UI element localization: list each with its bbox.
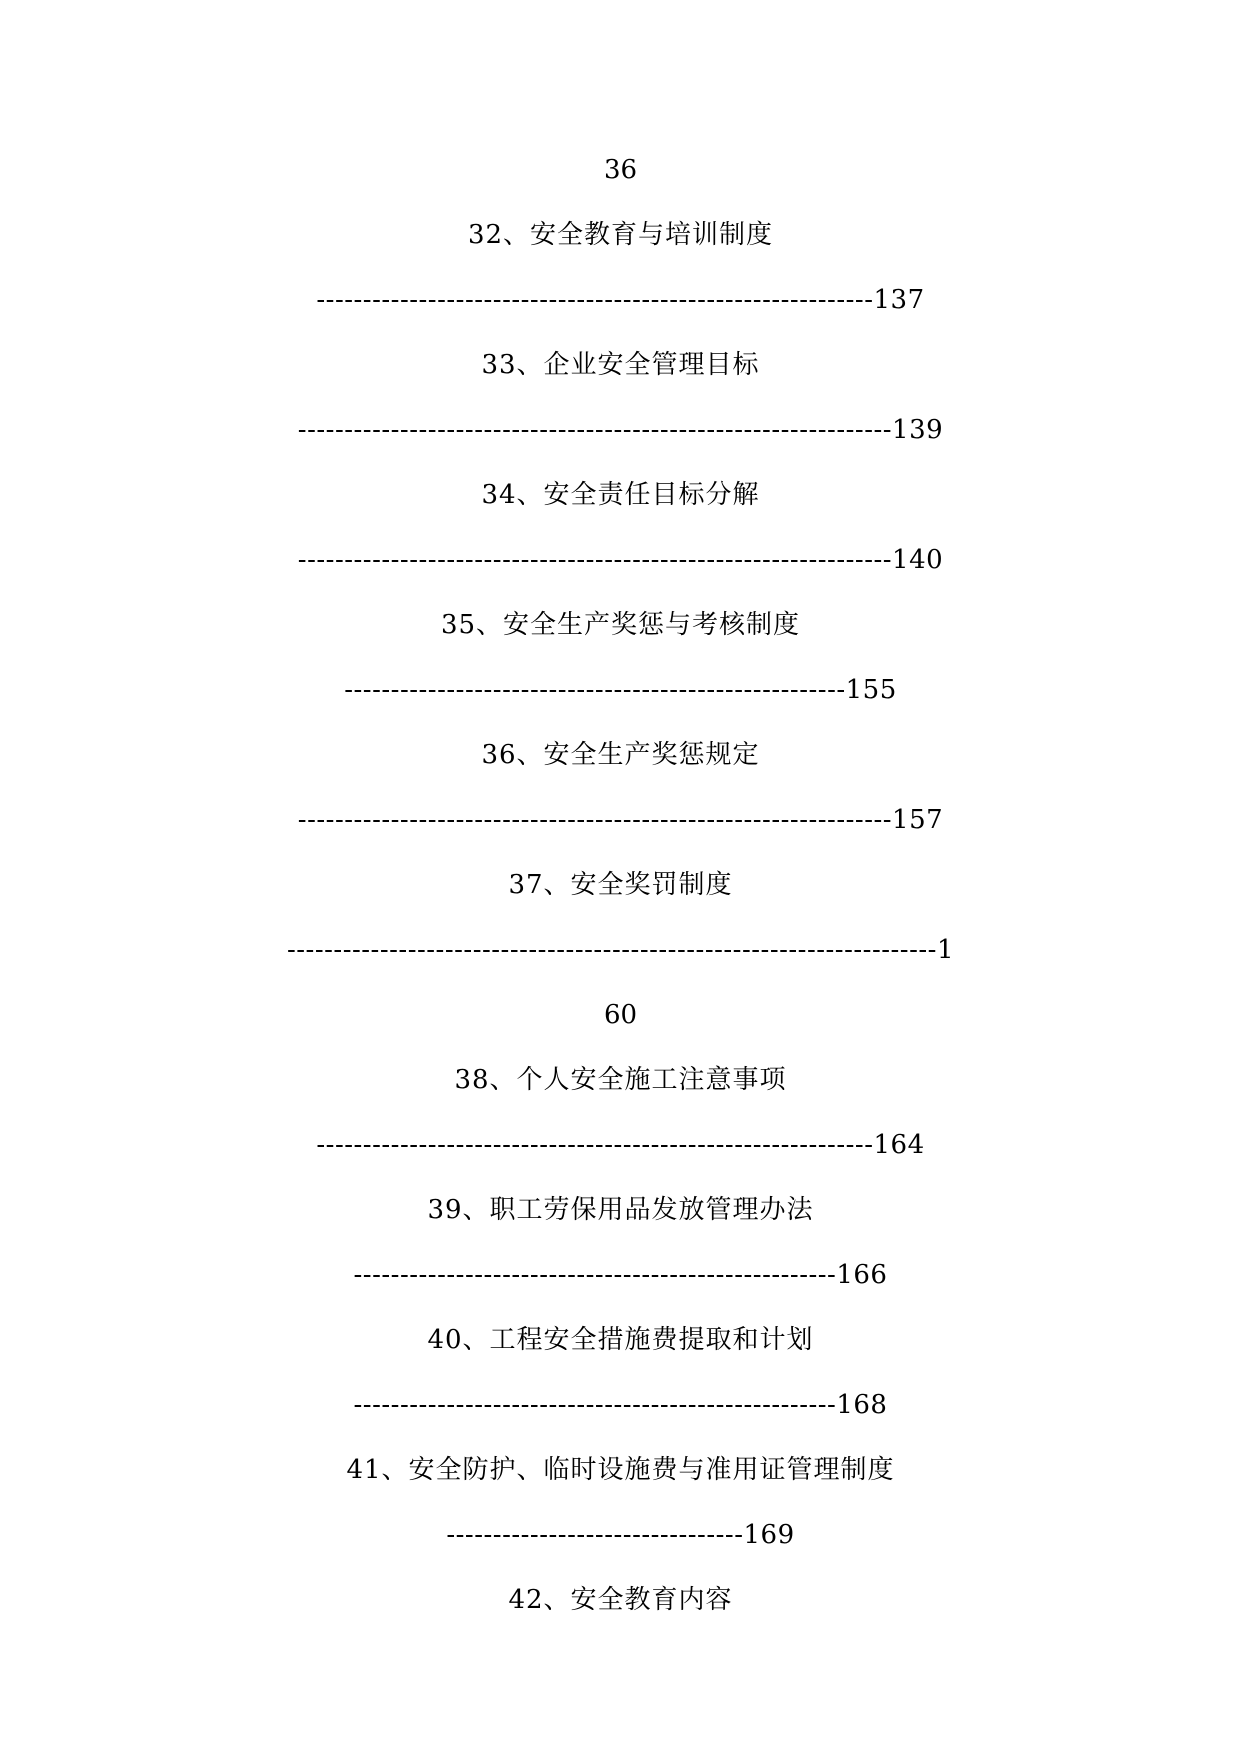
toc-entry-title: 35、安全生产奖惩与考核制度 (440, 610, 801, 640)
toc-entry-title: 36、安全生产奖惩规定 (481, 740, 760, 770)
toc-entry-leader: --------------------------------169 (446, 1520, 795, 1550)
toc-entry-leader: ----------------------------------------------------168 (353, 1390, 888, 1420)
toc-entry-title: 32、安全教育与培训制度 (467, 220, 774, 250)
toc-entry-leader: ------------------------------------------------------------164 (316, 1130, 925, 1160)
toc-entry-leader: ----------------------------------------------------------------139 (297, 415, 944, 445)
toc-entry-leader: ----------------------------------------------------------------157 (297, 805, 944, 835)
toc-entry-title: 37、安全奖罚制度 (508, 870, 733, 900)
toc-entry-leader: ------------------------------------------------------------137 (316, 285, 925, 315)
toc-entry-title: 40、工程安全措施费提取和计划 (427, 1325, 814, 1355)
toc-entry-title: 41、安全防护、临时设施费与准用证管理制度 (346, 1455, 895, 1485)
toc-page-number-fragment: 60 (603, 1000, 638, 1030)
toc-entry-leader: ----------------------------------------------------------------140 (297, 545, 944, 575)
toc-entry-title: 38、个人安全施工注意事项 (454, 1065, 787, 1095)
toc-entry-title: 34、安全责任目标分解 (481, 480, 760, 510)
toc-entry-title: 39、职工劳保用品发放管理办法 (427, 1195, 814, 1225)
toc-page-number-fragment: 36 (603, 155, 638, 185)
toc-entry-leader: ----------------------------------------------------166 (353, 1260, 888, 1290)
toc-entry-leader: ----------------------------------------------------------------------1 (286, 935, 954, 965)
toc-entry-title: 42、安全教育内容 (508, 1585, 733, 1615)
toc-entry-leader: ------------------------------------------------------155 (344, 675, 897, 705)
toc-entry-title: 33、企业安全管理目标 (481, 350, 760, 380)
